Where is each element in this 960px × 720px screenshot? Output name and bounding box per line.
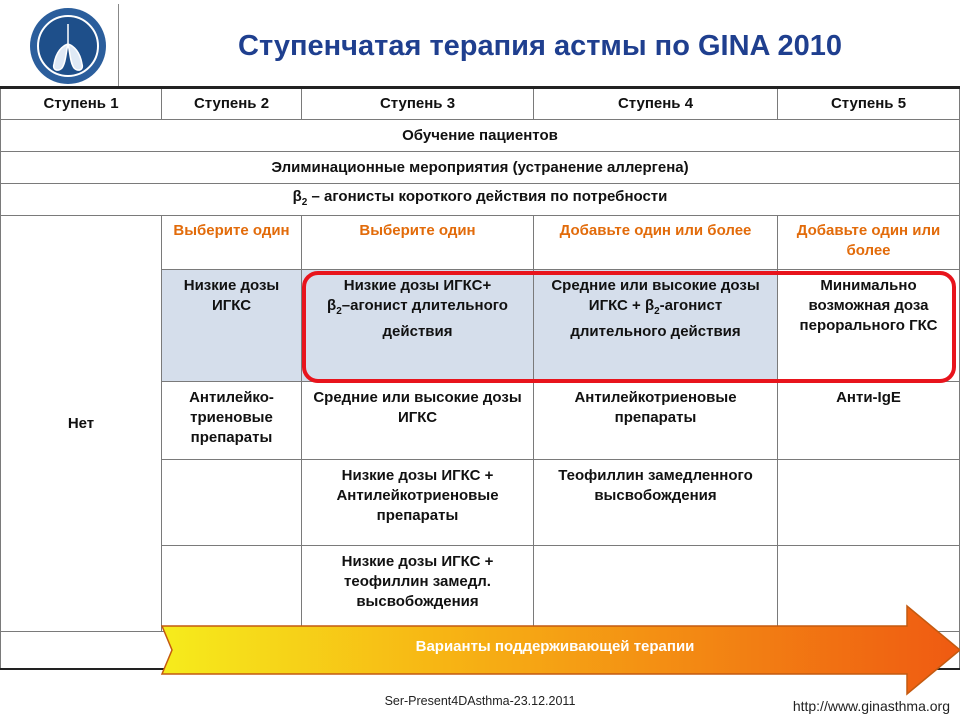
step-header-2: Ступень 2 [162,89,302,120]
gina-logo-icon [18,0,124,90]
alt3-step3: Низкие дозы ИГКС + теофиллин замедл. высвобождения [302,546,534,632]
choose-step3: Выберите один [302,216,534,270]
preferred-step3-beta: β [327,297,337,314]
step-header-4: Ступень 4 [534,89,778,120]
preferred-step2: Низкие дозы ИГКС [162,270,302,382]
preferred-highlight-frame [302,271,956,383]
alt2-step2-empty [162,460,302,546]
beta-symbol: β [292,187,302,205]
logo-divider [118,4,119,86]
preferred-step3-rest: –агонист длительного действия [341,297,508,340]
choose-step5: Добавьте один или более [778,216,960,270]
page-title: Ступенчатая терапия астмы по GINA 2010 [238,30,842,62]
logo-text-top: GLOBAL INITIATIVE FOR [18,0,100,6]
maintenance-banner-label: Варианты поддерживающей терапии [415,638,695,655]
elimination-row: Элиминационные мероприятия (устранение аллергена) [0,152,960,184]
step-header-5: Ступень 5 [778,89,960,120]
presentation-id: Ser-Present4DAsthma-23.12.2011 [384,694,576,708]
preferred-step5: Минимально возможная доза перорального ГКС [778,270,960,382]
beta-row-text: – агонисты короткого действия по потребности [307,187,668,205]
source-url[interactable]: http://www.ginasthma.org [792,698,950,714]
step-header-3: Ступень 3 [302,89,534,120]
preferred-step3-line1: Низкие дозы ИГКС+ [343,277,492,294]
alt1-step3: Средние или высокие дозы ИГКС [302,382,534,460]
preferred-step4-line1: Средние или высокие дозы ИГКС + β [551,277,760,314]
preferred-step3-sub: 2 [336,306,342,317]
choose-step2: Выберите один [162,216,302,270]
alt1-step4: Антилейкотриеновые препараты [534,382,778,460]
beta-subscript: 2 [301,196,308,208]
alt1-step5: Анти-IgE [778,382,960,460]
step1-none-cell: Нет [0,216,162,632]
preferred-step4-rest: -агонист длительного действия [570,297,741,340]
choose-step4: Добавьте один или более [534,216,778,270]
alt2-step3: Низкие дозы ИГКС + Антилейкотриеновые препараты [302,460,534,546]
beta-agonist-row [0,184,960,216]
alt2-step4: Теофиллин замедленного высвобождения [534,460,778,546]
alt2-step5-empty [778,460,960,546]
preferred-step4-sub: 2 [654,306,660,317]
education-row: Обучение пациентов [0,120,960,152]
alt1-step2: Антилейко-триеновые препараты [162,382,302,460]
step-header-1: Ступень 1 [0,89,162,120]
